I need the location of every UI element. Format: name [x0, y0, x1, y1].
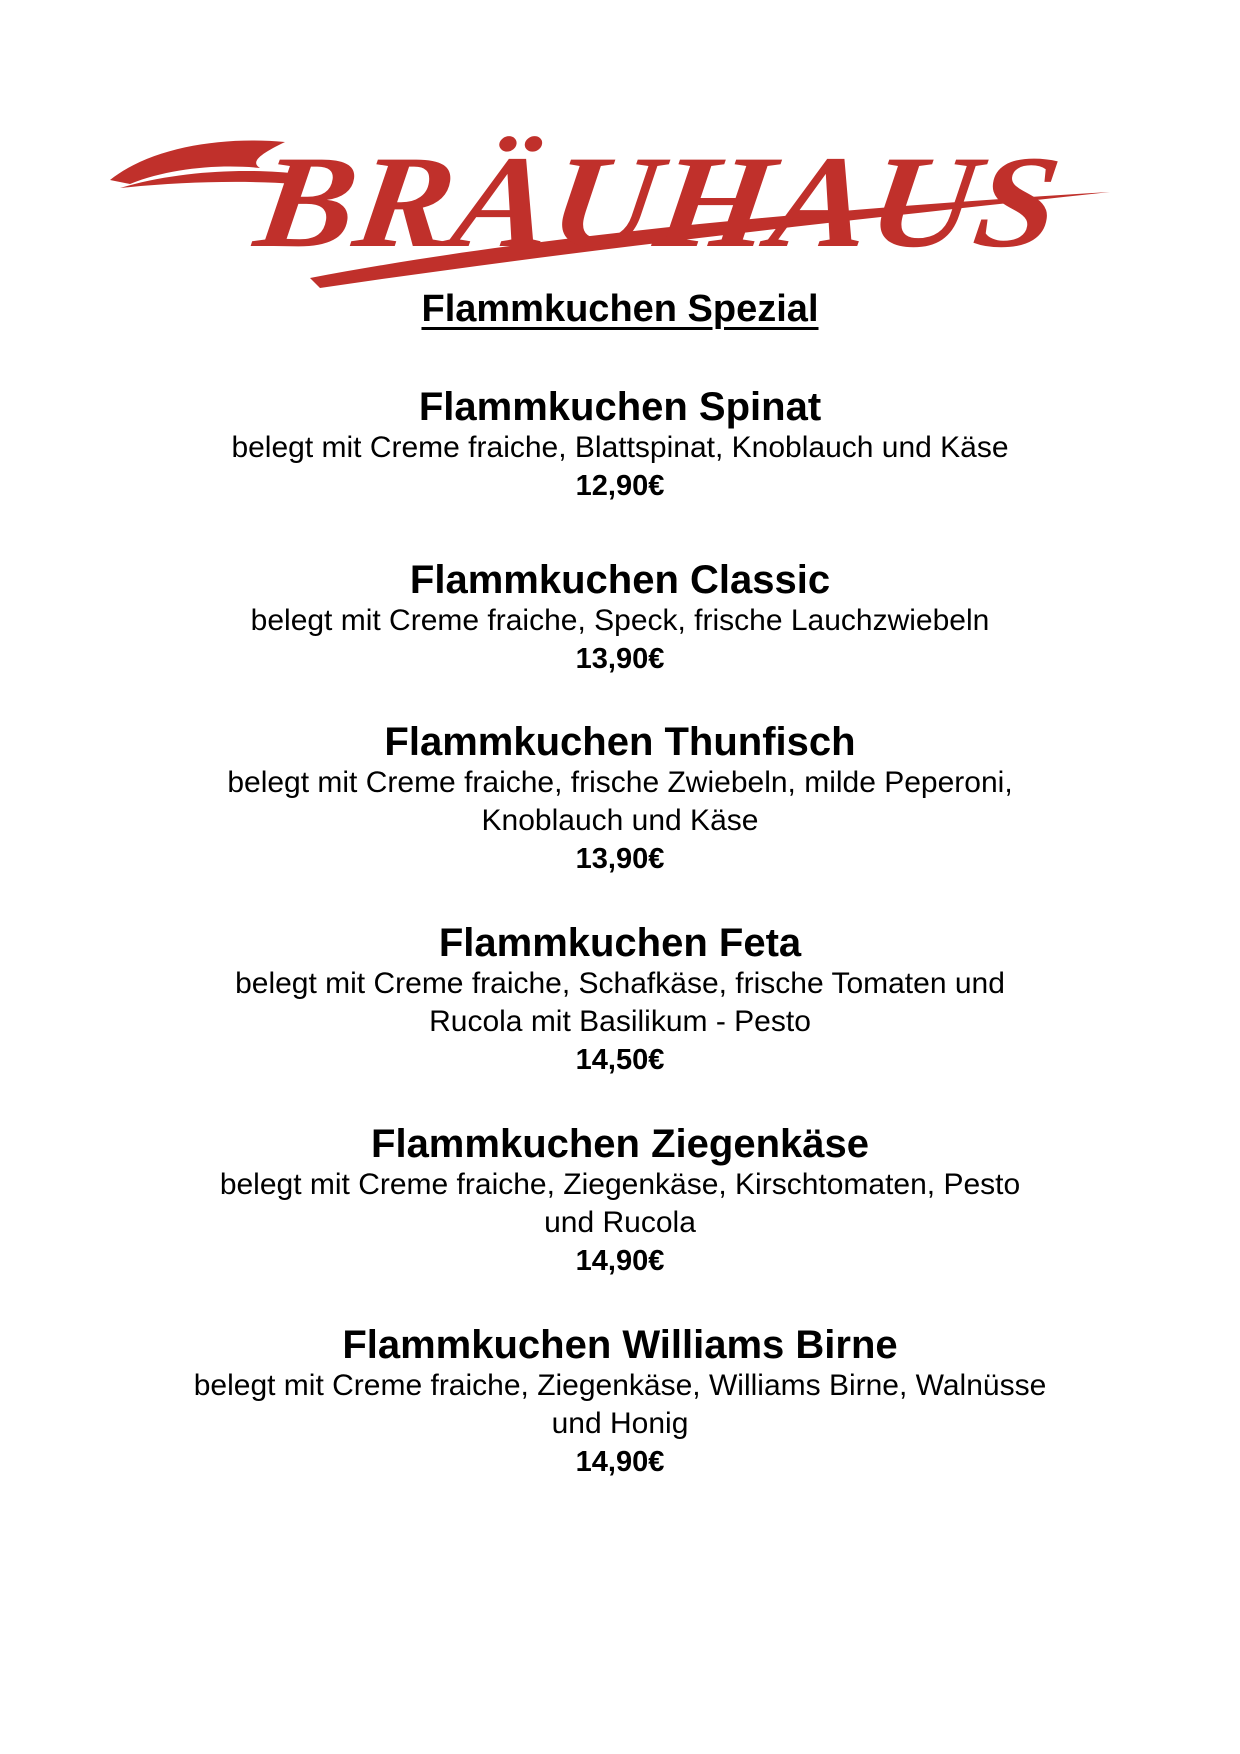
- dish-price: 13,90€: [575, 843, 665, 875]
- dish-name: Flammkuchen Spinat: [418, 385, 822, 429]
- dish-name: Flammkuchen Ziegenkäse: [371, 1122, 869, 1166]
- dish-item: [80, 919, 1160, 1079]
- logo-lettering: BRÄUHAUS: [247, 128, 988, 275]
- dish-price: 14,90€: [575, 1446, 665, 1478]
- dish-description: belegt mit Creme fraiche, Blattspinat, Knoblauch und Käse: [231, 431, 1009, 464]
- menu-title: Flammkuchen Spezial: [421, 288, 819, 330]
- dish-price: 14,50€: [575, 1044, 665, 1076]
- dish-name: Flammkuchen Thunfisch: [384, 720, 856, 764]
- dish-description-line-2: Rucola mit Basilikum - Pesto: [429, 1005, 811, 1038]
- dish-description-line-2: Knoblauch und Käse: [481, 804, 759, 837]
- dish-item: [80, 556, 1160, 678]
- dish-description-line-1: belegt mit Creme fraiche, Ziegenkäse, Williams Birne, Walnüsse: [193, 1369, 1047, 1402]
- dish-description-line-1: belegt mit Creme fraiche, Ziegenkäse, Kirschtomaten, Pesto: [219, 1168, 1021, 1201]
- dish-description-line-2: und Rucola: [544, 1206, 696, 1239]
- dish-name: Flammkuchen Williams Birne: [342, 1323, 898, 1367]
- dish-description-line-1: belegt mit Creme fraiche, frische Zwiebeln, milde Peperoni,: [227, 766, 1013, 799]
- dish-name: Flammkuchen Classic: [409, 558, 831, 602]
- dish-item: [80, 383, 1160, 505]
- dish-description-line-2: und Honig: [551, 1407, 689, 1440]
- dish-item: [80, 1120, 1160, 1280]
- dish-item: [80, 1321, 1160, 1481]
- dish-description: belegt mit Creme fraiche, Speck, frische Lauchzwiebeln: [250, 604, 990, 637]
- dish-description-line-1: belegt mit Creme fraiche, Schafkäse, frische Tomaten und: [235, 967, 1005, 1000]
- dish-name: Flammkuchen Feta: [438, 921, 802, 965]
- brauhaus-logo: [110, 118, 1130, 296]
- dish-price: 14,90€: [575, 1245, 665, 1277]
- dish-price: 13,90€: [575, 643, 665, 675]
- dish-price: 12,90€: [575, 470, 665, 502]
- dish-item: [80, 718, 1160, 878]
